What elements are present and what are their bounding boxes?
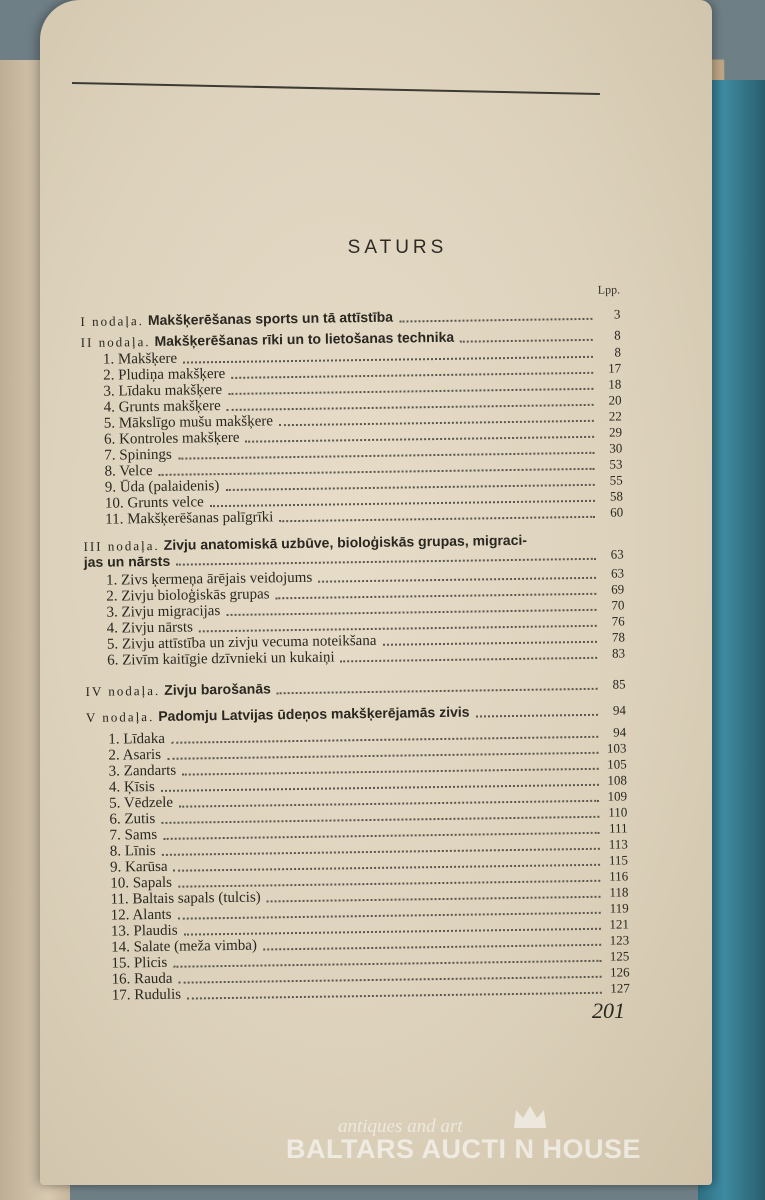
toc-page-number: 116 (609, 868, 629, 884)
page-number: 201 (592, 998, 625, 1023)
toc-entry-text: Zivju barošanās (164, 680, 271, 698)
toc-page-number: 63 (610, 546, 624, 562)
toc-page-number: 58 (609, 488, 624, 504)
toc-entry-text: 1. Līdaka (108, 730, 166, 748)
toc-page-number: 8 (614, 344, 622, 360)
toc-page-number: 8 (614, 327, 621, 343)
toc-page-number: 119 (609, 900, 629, 916)
toc-page-number: 63 (610, 565, 625, 581)
toc-leader-dots (460, 339, 593, 343)
toc-chapter-prefix: III nodaļa. (83, 537, 160, 554)
toc-entry-text: 6. Zutis (109, 811, 156, 828)
toc-entry-text: 5. Zivju attīstība un zivju vecuma noteikšana (106, 632, 377, 653)
toc-entry-text: jas un nārsts (83, 552, 171, 570)
toc-leader-dots (279, 516, 595, 522)
toc-page-number: 118 (609, 884, 629, 900)
toc-page-number: 22 (608, 408, 622, 424)
toc-leader-dots (341, 657, 598, 663)
watermark-tagline: antiques and art (338, 1116, 463, 1137)
toc-entry-text: 10. Sapals (110, 874, 173, 892)
toc-entry-label (90, 987, 181, 1004)
toc-page-number: 109 (607, 788, 628, 804)
toc-page-number: 78 (611, 629, 626, 645)
toc-entry-text: 2. Zivju bioloģiskās grupas (106, 586, 270, 605)
toc-entry-text: 5. Mākslīgo mušu makšķere (103, 413, 274, 432)
toc-entry-text: 12. Alants (110, 906, 172, 924)
toc-entry-text: Makšķerēšanas sports un tā attīstība (147, 308, 394, 329)
toc-page-number: 127 (610, 980, 630, 996)
toc-entry-text: 5. Vēdzele (109, 794, 174, 812)
watermark-brand: BALTARS AUCTI N HOUSE (286, 1134, 641, 1164)
toc-page-number: 76 (611, 613, 625, 629)
toc-page-number: 69 (611, 581, 625, 597)
toc-entry-text: 4. Grunts makšķere (103, 398, 221, 416)
toc-page-number: 20 (608, 392, 622, 408)
toc-entry-text: 11. Makšķerēšanas palīgrīki (105, 509, 274, 528)
toc-entry-text: 10. Grunts velce (104, 494, 204, 512)
toc-entry-text: 2. Asaris (108, 746, 162, 764)
toc-entry-text: 16. Rauda (111, 970, 173, 988)
toc-page-number: 55 (609, 472, 623, 488)
toc-leader-dots (399, 318, 592, 323)
toc-entry-text: 14. Salate (meža vimba) (111, 937, 258, 956)
toc-entry-text: 8. Līnis (109, 842, 156, 860)
toc-entry-text: Zivju anatomiskā uzbūve, bioloģiskās grupas, migraci- (163, 531, 528, 553)
toc-entry-text: 4. Ķīsis (108, 779, 155, 796)
toc-entry-text: 17. Rudulis (111, 986, 182, 1004)
toc-page-number: 103 (606, 740, 627, 756)
toc-page-number: 113 (608, 836, 628, 852)
toc-page-number: 115 (608, 852, 629, 868)
toc-entry-text: Padomju Latvijas ūdeņos makšķerējamās zivis (158, 703, 470, 724)
toc-chapter-prefix: I nodaļa. (80, 313, 145, 329)
toc-page-number: 108 (607, 772, 627, 788)
toc-entry-text: 1. Makšķere (102, 350, 178, 368)
toc-page-number: 3 (613, 306, 621, 322)
toc-entry-text: 8. Velce (104, 463, 153, 480)
page-title: SATURS (347, 237, 448, 258)
toc-entry-text: 6. Zivīm kaitīgie dzīvnieki un kukaiņi (107, 649, 335, 669)
toc-entry-text: 3. Zandarts (108, 762, 177, 780)
toc-leader-dots (476, 714, 598, 718)
toc-entry-text: 9. Ūda (palaidenis) (104, 478, 220, 496)
toc-page-number: 94 (613, 724, 627, 740)
toc-entry-text: 9. Karūsa (109, 858, 168, 876)
toc-page-number: 70 (611, 597, 625, 613)
toc-entry-text: 1. Zivs ķermeņa ārējais veidojums (105, 569, 313, 589)
toc-page-number: 53 (609, 456, 623, 472)
crown-icon (512, 1104, 548, 1130)
toc-chapter-prefix: IV nodaļa. (85, 682, 161, 699)
toc-entry-label (84, 553, 171, 570)
toc-page-number: 17 (608, 360, 622, 376)
toc-entry-text: 3. Līdaku makšķere (103, 382, 223, 400)
toc-entry-text: 6. Kontroles makšķere (103, 429, 240, 448)
toc-entry-label (83, 509, 273, 528)
toc-entry-text: 4. Zivju nārsts (106, 619, 194, 637)
toc-page-number: 111 (608, 820, 628, 836)
toc-entry-text: 13. Plaudis (110, 922, 178, 940)
toc-entry-text: 11. Baltais sapals (tulcis) (110, 889, 261, 908)
toc-page-number: 110 (608, 804, 628, 820)
toc-entry-text: Makšķerēšanas rīki un to lietošanas technika (154, 328, 455, 349)
toc-leader-dots (277, 688, 598, 694)
toc-page-number: 83 (612, 645, 626, 661)
toc-entry-text: 7. Spinings (104, 446, 172, 464)
toc-entry-label (85, 680, 270, 700)
toc-entry-text: 15. Plicis (111, 954, 168, 972)
toc-page-number: 60 (610, 504, 624, 520)
toc-page-number: 18 (608, 376, 622, 392)
toc-entry-text: 7. Sams (109, 826, 158, 844)
toc-page-number: 29 (608, 424, 623, 440)
toc-chapter-prefix: V nodaļa. (85, 709, 155, 725)
toc-page-number: 105 (607, 756, 627, 772)
toc-page-number: 94 (612, 702, 627, 718)
toc-entry-text: 2. Pludiņa makšķere (103, 365, 226, 384)
toc-entry-text: 3. Zivju migracijas (106, 603, 221, 621)
toc-page-number: 85 (612, 676, 626, 692)
toc-page-number: 123 (609, 932, 630, 948)
toc-page-number: 30 (609, 440, 623, 456)
toc-page-number: 121 (609, 916, 630, 932)
page-column-header: Lpp. (597, 282, 621, 297)
toc-chapter-prefix: II nodaļa. (80, 334, 151, 350)
toc-page-number: 126 (609, 964, 630, 980)
toc-page-number: 125 (609, 948, 630, 964)
